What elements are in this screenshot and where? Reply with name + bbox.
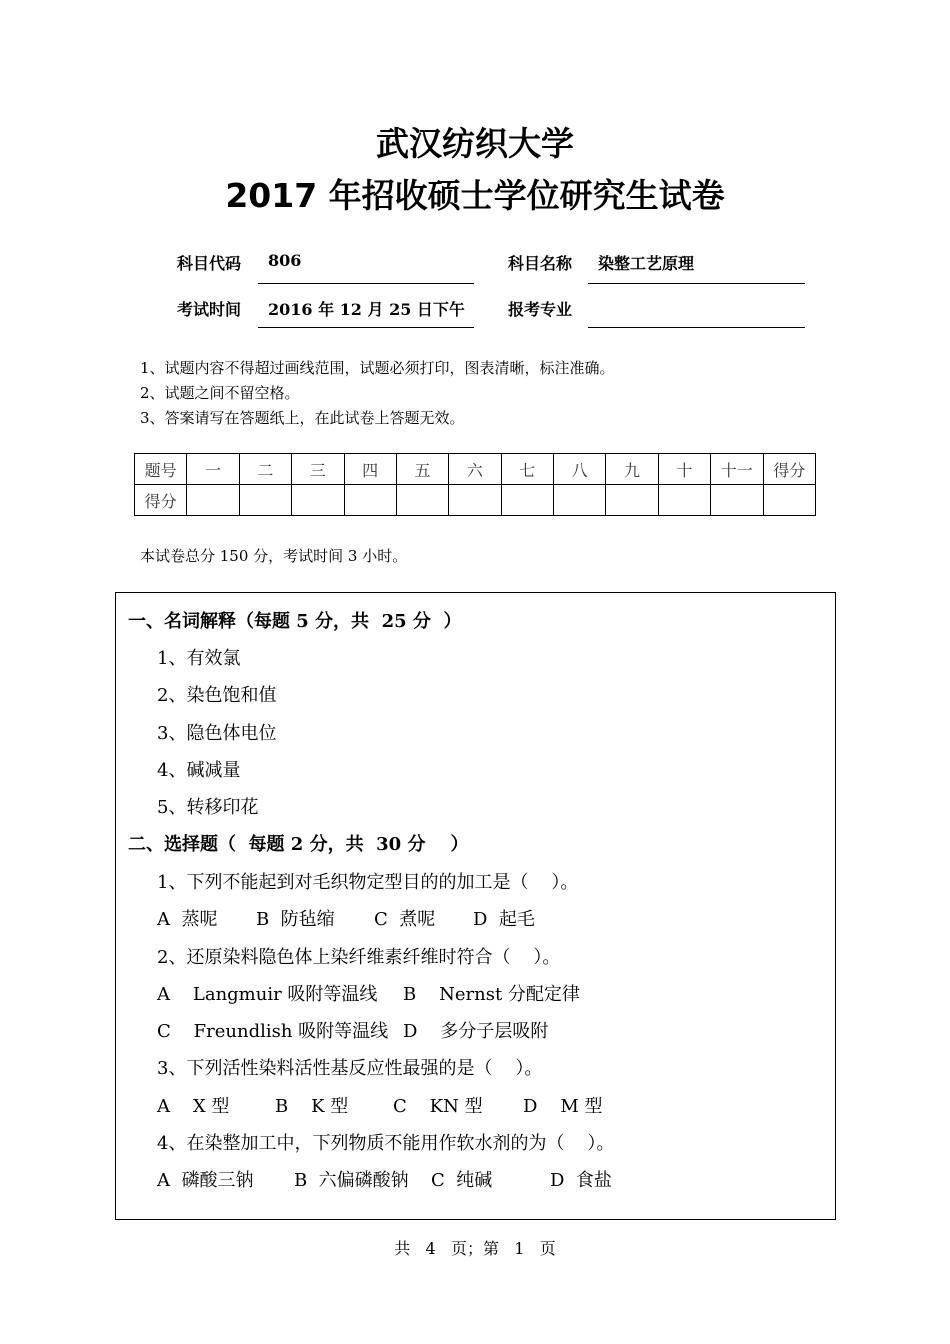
subject-name-value: 染整工艺原理 — [598, 254, 695, 273]
question-3: 3、下列活性染料活性基反应性最强的是（ ）。 — [157, 1058, 543, 1079]
question-3-option: A X 型 — [157, 1096, 230, 1117]
term-item: 3、隐色体电位 — [157, 723, 277, 744]
score-table — [134, 453, 816, 516]
score-header-cell: 八 — [554, 454, 606, 485]
exam-time-underline — [258, 327, 474, 328]
total-score-note: 本试卷总分 150 分，考试时间 3 小时。 — [140, 547, 408, 565]
question-1-option: A 蒸呢 — [157, 909, 218, 930]
subject-name-underline — [588, 283, 805, 284]
score-header-cell: 题号 — [135, 454, 187, 485]
exam-time-label: 考试时间 — [177, 300, 242, 319]
subject-code-label: 科目代码 — [177, 254, 242, 273]
score-cell — [711, 485, 763, 516]
question-2-option: A Langmuir 吸附等温线 — [157, 984, 378, 1005]
score-table-score-row — [135, 485, 816, 516]
score-row-label: 得分 — [135, 485, 187, 516]
score-cell — [658, 485, 710, 516]
score-cell — [292, 485, 344, 516]
score-header-cell: 六 — [449, 454, 501, 485]
score-cell — [344, 485, 396, 516]
question-1: 1、下列不能起到对毛织物定型目的的加工是（ ）。 — [157, 872, 579, 893]
question-2-option: C Freundlish 吸附等温线 — [157, 1021, 389, 1042]
score-header-cell: 七 — [501, 454, 553, 485]
major-underline — [588, 327, 805, 328]
exam-time-value: 2016 年 12 月 25 日下午 — [268, 300, 465, 319]
question-1-option: B 防毡缩 — [256, 909, 335, 930]
question-4: 4、在染整加工中，下列物质不能用作软水剂的为（ ）。 — [157, 1133, 615, 1154]
note-2: 2、试题之间不留空格。 — [140, 384, 300, 402]
term-item: 4、碱减量 — [157, 760, 241, 781]
section-2-title: 二、选择题（ 每题 2 分，共 30 分 ） — [128, 834, 469, 855]
note-1: 1、试题内容不得超过画线范围，试题必须打印，图表清晰，标注准确。 — [140, 359, 615, 377]
score-cell — [501, 485, 553, 516]
score-cell — [239, 485, 291, 516]
subject-name-label: 科目名称 — [508, 254, 573, 273]
question-3-option: B K 型 — [275, 1096, 349, 1117]
question-1-option: D 起毛 — [473, 909, 535, 930]
score-header-cell: 十一 — [711, 454, 763, 485]
score-cell — [606, 485, 658, 516]
question-4-option: D 食盐 — [550, 1170, 612, 1191]
question-1-option: C 煮呢 — [374, 909, 436, 930]
subject-code-value: 806 — [268, 251, 302, 270]
score-table-header-row — [135, 454, 816, 485]
exam-title: 2017 年招收硕士学位研究生试卷 — [225, 176, 725, 215]
score-header-cell: 一 — [187, 454, 239, 485]
score-header-cell: 十 — [658, 454, 710, 485]
major-label: 报考专业 — [508, 300, 573, 319]
subject-code-underline — [258, 283, 474, 284]
term-item: 5、转移印花 — [157, 797, 259, 818]
question-4-option: A 磷酸三钠 — [157, 1170, 254, 1191]
score-header-cell: 五 — [396, 454, 448, 485]
question-2-option: B Nernst 分配定律 — [403, 984, 580, 1005]
question-3-option: C KN 型 — [393, 1096, 483, 1117]
university-name: 武汉纺织大学 — [376, 124, 574, 163]
score-header-cell: 二 — [239, 454, 291, 485]
score-cell — [396, 485, 448, 516]
question-3-option: D M 型 — [523, 1096, 603, 1117]
score-header-cell: 九 — [606, 454, 658, 485]
score-header-cell: 三 — [292, 454, 344, 485]
term-item: 1、有效氯 — [157, 648, 241, 669]
score-cell — [187, 485, 239, 516]
score-cell — [449, 485, 501, 516]
question-4-option: C 纯碱 — [431, 1170, 493, 1191]
score-header-cell: 得分 — [763, 454, 816, 485]
note-3: 3、答案请写在答题纸上，在此试卷上答题无效。 — [140, 409, 465, 427]
question-2-option: D 多分子层吸附 — [403, 1021, 549, 1042]
score-cell — [763, 485, 816, 516]
term-item: 2、染色饱和值 — [157, 685, 277, 706]
question-2: 2、还原染料隐色体上染纤维素纤维时符合（ ）。 — [157, 947, 561, 968]
page-footer: 共 4 页；第 1 页 — [394, 1239, 556, 1258]
question-4-option: B 六偏磷酸钠 — [294, 1170, 409, 1191]
score-cell — [554, 485, 606, 516]
section-1-title: 一、名词解释（每题 5 分，共 25 分 ） — [128, 611, 462, 632]
score-header-cell: 四 — [344, 454, 396, 485]
